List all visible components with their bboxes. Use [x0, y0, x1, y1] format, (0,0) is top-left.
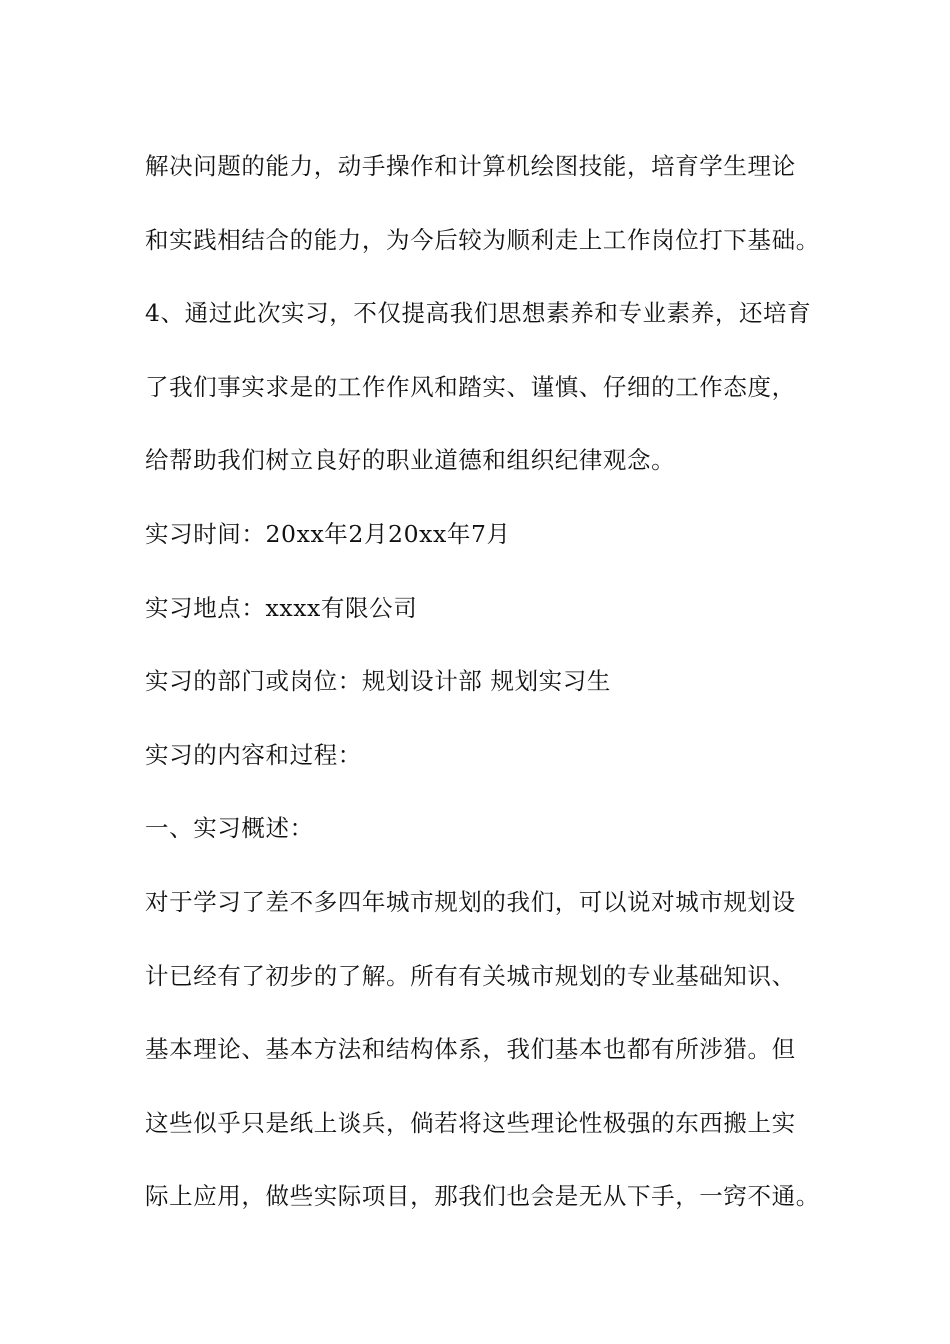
text-line: 和实践相结合的能力，为今后较为顺利走上工作岗位打下基础。 — [145, 225, 820, 254]
text-line: 际上应用，做些实际项目，那我们也会是无从下手，一窍不通。 — [145, 1182, 820, 1211]
section-heading: 实习的内容和过程： — [145, 740, 362, 769]
text-line: 基本理论、基本方法和结构体系，我们基本也都有所涉猎。但 — [145, 1035, 796, 1064]
text-line: 计已经有了初步的了解。所有有关城市规划的专业基础知识、 — [145, 961, 796, 990]
internship-time: 实习时间：20xx年2月20xx年7月 — [145, 519, 511, 548]
text-line: 4、通过此次实习，不仅提高我们思想素养和专业素养，还培育 — [145, 299, 812, 328]
text-line: 给帮助我们树立良好的职业道德和组织纪律观念。 — [145, 446, 676, 475]
internship-location: 实习地点：xxxx有限公司 — [145, 593, 418, 622]
text-line: 这些似乎只是纸上谈兵，倘若将这些理论性极强的东西搬上实 — [145, 1108, 796, 1137]
section-heading: 一、实习概述： — [145, 814, 314, 843]
text-line: 解决问题的能力，动手操作和计算机绘图技能，培育学生理论 — [145, 152, 796, 180]
document-body — [145, 130, 820, 1234]
text-line: 对于学习了差不多四年城市规划的我们，可以说对城市规划设 — [145, 887, 796, 916]
text-line: 了我们事实求是的工作作风和踏实、谨慎、仔细的工作态度， — [145, 372, 796, 401]
internship-department: 实习的部门或岗位：规划设计部 规划实习生 — [145, 667, 611, 696]
